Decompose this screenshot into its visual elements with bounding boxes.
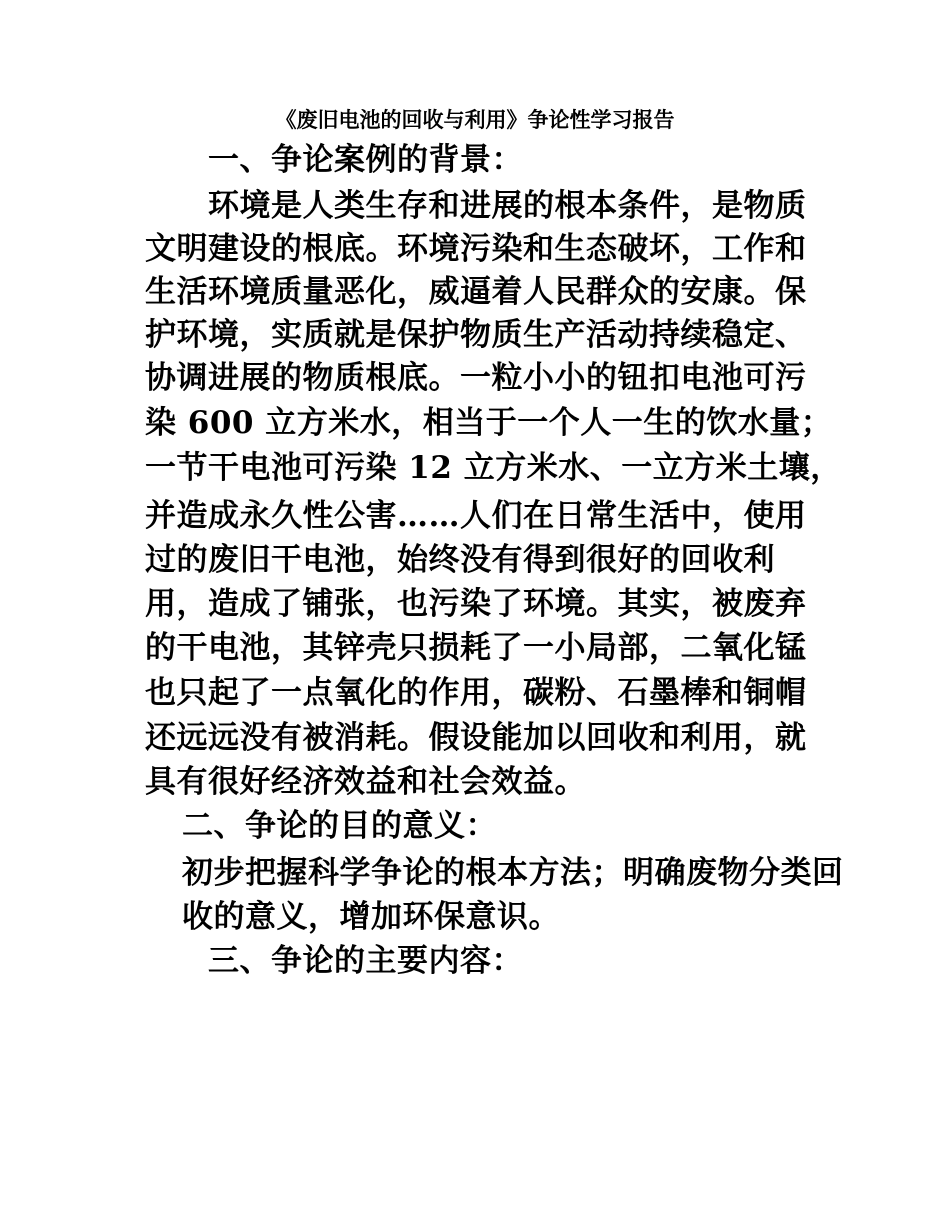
paragraph-line: 初步把握科学争论的根本方法；明确废物分类回 — [182, 855, 844, 891]
paragraph-line: 协调进展的物质根底。一粒小小的钮扣电池可污 — [145, 360, 807, 396]
paragraph-line: 的干电池，其锌壳只损耗了一小局部，二氧化锰 — [145, 630, 807, 666]
paragraph-line: 一节干电池可污染 12 立方米水、一立方米土壤， — [145, 450, 842, 486]
section-1-heading: 一、争论案例的背景： — [208, 142, 523, 178]
paragraph-line: 用，造成了铺张，也污染了环境。其实，被废弃 — [145, 586, 807, 622]
paragraph-line: 环境是人类生存和进展的根本条件，是物质 — [208, 188, 807, 224]
section-3-heading: 三、争论的主要内容： — [208, 943, 523, 979]
paragraph-line: 过的废旧干电池，始终没有得到很好的回收利 — [145, 542, 775, 578]
paragraph-line: 并造成永久性公害……人们在日常生活中，使用 — [145, 498, 807, 534]
paragraph-line: 生活环境质量恶化，威逼着人民群众的安康。保 — [145, 274, 807, 310]
paragraph-line: 文明建设的根底。环境污染和生态破坏，工作和 — [145, 231, 807, 267]
section-2-heading: 二、争论的目的意义： — [182, 808, 497, 844]
paragraph-line: 护环境，实质就是保护物质生产活动持续稳定、 — [145, 317, 807, 353]
paragraph-line: 也只起了一点氧化的作用，碳粉、石墨棒和铜帽 — [145, 675, 807, 711]
paragraph-line: 还远远没有被消耗。假设能加以回收和利用，就 — [145, 720, 807, 756]
paragraph-line: 染 600 立方米水，相当于一个人一生的饮水量； — [145, 405, 833, 441]
paragraph-line: 具有很好经济效益和社会效益。 — [145, 764, 586, 800]
paragraph-line: 收的意义，增加环保意识。 — [182, 899, 560, 935]
report-title: 《废旧电池的回收与利用》争论性学习报告 — [275, 108, 675, 132]
